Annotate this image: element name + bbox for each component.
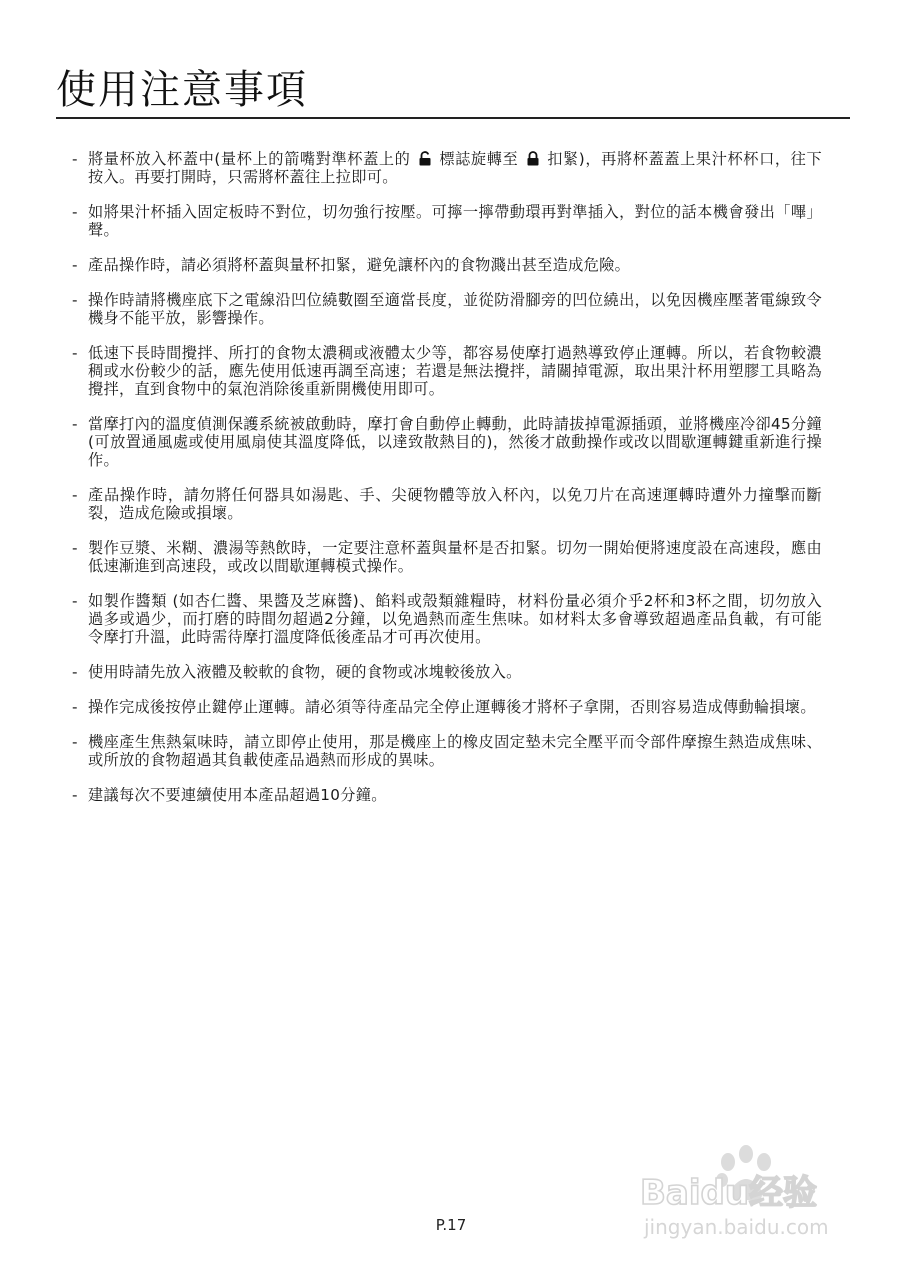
list-item (72, 256, 822, 274)
list-dash: - (72, 698, 78, 716)
note-text: 當摩打內的溫度偵測保護系統被啟動時，摩打會自動停止轉動，此時請拔掉電源插頭，並將機座冷卻45分鐘(可放置通風處或使用風扇使其溫度降低，以達致散熱目的)，然後才啟動操作或改以間歇運轉鍵重新進行操作。 (88, 415, 822, 469)
list-dash: - (72, 539, 78, 557)
note-text: 標誌旋轉至 (439, 150, 519, 168)
note-text: 產品操作時，請勿將任何器具如湯匙、手、尖硬物體等放入杯內，以免刀片在高速運轉時遭外力撞擊而斷裂，造成危險或損壞。 (88, 486, 822, 522)
list-item (72, 291, 822, 327)
list-dash: - (72, 203, 78, 221)
lock-icon (526, 151, 540, 166)
title-divider (56, 117, 850, 119)
note-text: 使用時請先放入液體及較軟的食物，硬的食物或冰塊較後放入。 (88, 663, 522, 681)
list-dash: - (72, 663, 78, 681)
precautions-list (72, 150, 822, 821)
page-title: 使用注意事項 (56, 67, 308, 113)
list-item (72, 733, 822, 769)
note-text: 操作時請將機座底下之電線沿凹位繞數圈至適當長度，並從防滑腳旁的凹位繞出，以免因機座壓著電線致令機身不能平放，影響操作。 (88, 291, 822, 327)
list-item (72, 786, 822, 804)
list-dash: - (72, 486, 78, 504)
page-number: P.17 (435, 1216, 467, 1234)
note-text: 如將果汁杯插入固定板時不對位，切勿強行按壓。可擰一擰帶動環再對準插入，對位的話本機會發出「嗶」聲。 (88, 203, 822, 239)
list-item (72, 663, 822, 681)
note-text: 製作豆漿、米糊、濃湯等熱飲時，一定要注意杯蓋與量杯是否扣緊。切勿一開始便將速度設在高速段，應由低速漸進到高速段，或改以間歇運轉模式操作。 (88, 539, 822, 575)
note-text: 將量杯放入杯蓋中(量杯上的箭嘴對準杯蓋上的 (88, 150, 411, 168)
watermark-brand: Baidu经验 (640, 1173, 818, 1213)
list-dash: - (72, 256, 78, 274)
note-text: 建議每次不要連續使用本產品超過10分鐘。 (88, 786, 387, 804)
list-dash: - (72, 344, 78, 362)
list-dash: - (72, 592, 78, 610)
list-item (72, 698, 822, 716)
list-item (72, 415, 822, 469)
note-text: 機座產生焦熱氣味時，請立即停止使用，那是機座上的橡皮固定墊未完全壓平而令部件摩擦生熱造成焦味、或所放的食物超過其負載使產品過熱而形成的異味。 (88, 733, 822, 769)
list-dash: - (72, 786, 78, 804)
list-dash: - (72, 150, 78, 168)
list-item (72, 486, 822, 522)
note-text: 產品操作時，請必須將杯蓋與量杯扣緊，避免讓杯內的食物濺出甚至造成危險。 (88, 256, 631, 274)
list-item (72, 592, 822, 646)
note-text: 操作完成後按停止鍵停止運轉。請必須等待產品完全停止運轉後才將杯子拿開，否則容易造成傳動輪損壞。 (88, 698, 816, 716)
list-dash: - (72, 291, 78, 309)
watermark-url: jingyan.baidu.com (644, 1215, 829, 1239)
list-dash: - (72, 415, 78, 433)
note-text: 如製作醬類 (如杏仁醬、果醬及芝麻醬)、餡料或殼類雜糧時，材料份量必須介乎2杯和3杯之間，切勿放入過多或過少，而打磨的時間勿超過2分鐘，以免過熱而產生焦味。如材料太多會導致超過產品負載，有可能令摩打升溫，此時需待摩打溫度降低後產品才可再次使用。 (88, 592, 822, 646)
list-item (72, 150, 822, 186)
list-item (72, 344, 822, 398)
list-item (72, 203, 822, 239)
list-item (72, 539, 822, 575)
note-text: 扣緊)，再將杯蓋蓋上果汁杯杯口，往下按入。再要打開時，只需將杯蓋往上拉即可。 (88, 150, 822, 186)
list-dash: - (72, 733, 78, 751)
unlock-icon (418, 151, 432, 166)
note-text: 低速下長時間攪拌、所打的食物太濃稠或液體太少等，都容易使摩打過熱導致停止運轉。所以，若食物較濃稠或水份較少的話，應先使用低速再調至高速；若還是無法攪拌，請關掉電源，取出果汁杯用塑膠工具略為攪拌，直到食物中的氣泡消除後重新開機使用即可。 (88, 344, 822, 398)
